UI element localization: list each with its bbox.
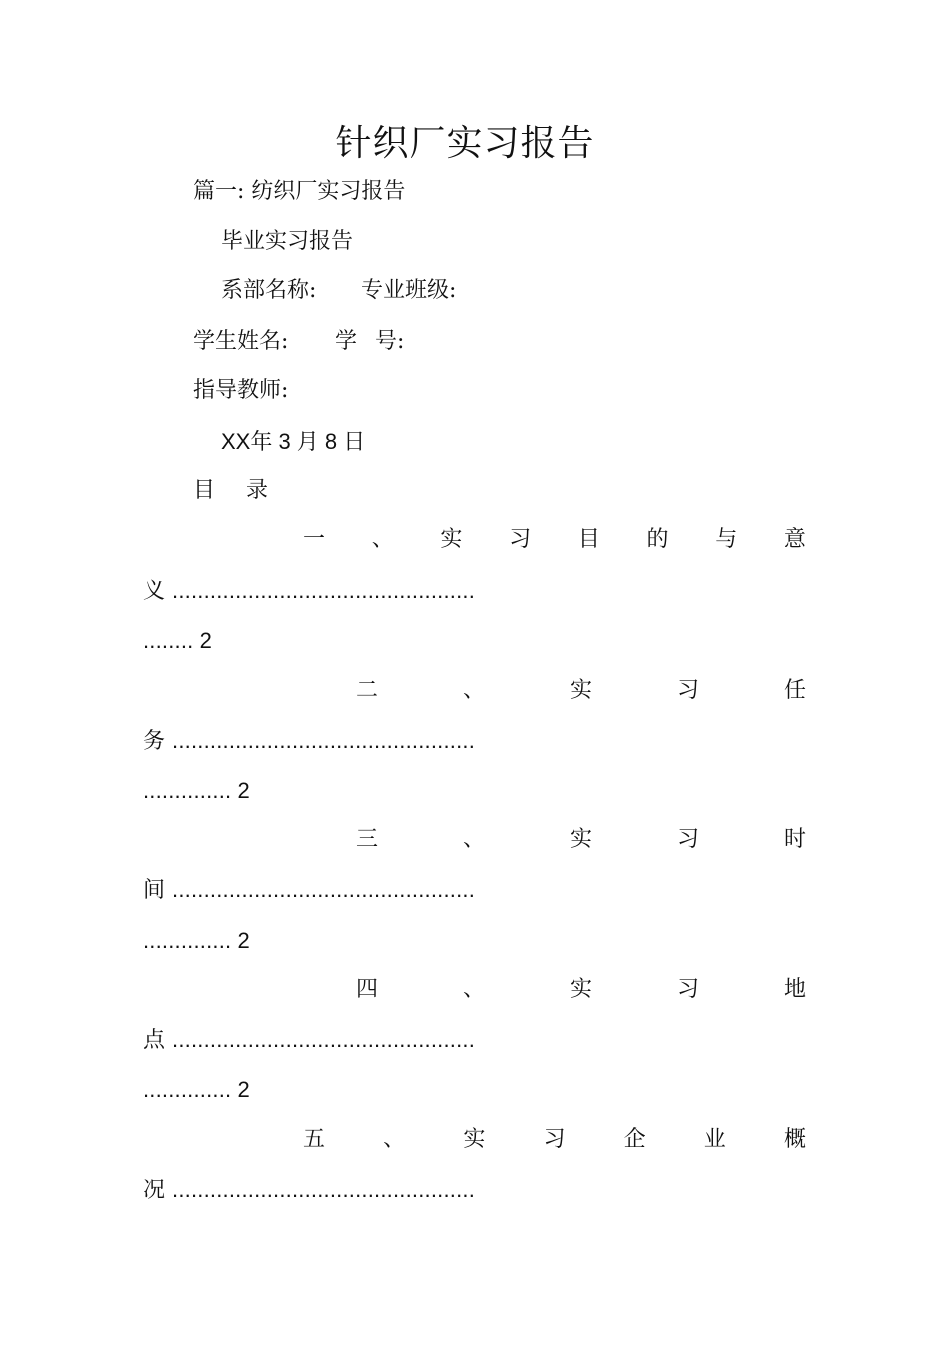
toc-char: 习 — [509, 527, 532, 552]
toc-entry-3-title — [356, 825, 806, 855]
toc-char: 实 — [463, 1127, 486, 1152]
toc-char: 的 — [646, 527, 669, 552]
toc-wrap-char: 点 — [143, 1028, 166, 1053]
toc-leader-dots: ................................................ — [172, 728, 476, 753]
toc-char: 实 — [440, 527, 463, 552]
toc-entry-5-wrap — [143, 1175, 475, 1206]
toc-char: 五 — [303, 1127, 326, 1152]
toc-wrap-char: 况 — [143, 1178, 166, 1203]
toc-entry-4-title — [356, 975, 806, 1005]
dept-label: 系部名称: — [221, 278, 317, 303]
document-title: 针织厂实习报告 — [335, 123, 595, 164]
toc-char: 二 — [356, 678, 379, 703]
toc-char: 习 — [676, 977, 699, 1002]
toc-entry-2-title — [356, 676, 806, 706]
toc-char: 与 — [715, 527, 738, 552]
toc-page-number: 2 — [237, 778, 250, 803]
toc-char: 三 — [356, 827, 379, 852]
toc-page-number: 2 — [199, 628, 212, 653]
toc-leader-dots: .............. — [143, 1077, 232, 1102]
toc-char: 、 — [383, 1127, 406, 1152]
toc-leader-dots: ................................................ — [172, 578, 476, 603]
toc-entry-2-page-line — [143, 776, 250, 806]
id-label-second: 号: — [375, 329, 405, 354]
toc-entry-2-wrap — [143, 726, 475, 757]
toc-entry-1-wrap — [143, 576, 475, 607]
toc-char: 习 — [676, 678, 699, 703]
toc-leader-dots: ................................................ — [172, 877, 476, 902]
toc-leader-dots: ................................................ — [172, 1027, 476, 1052]
toc-char: 业 — [703, 1127, 726, 1152]
toc-page-number: 2 — [237, 928, 250, 953]
toc-entry-1-title — [303, 525, 806, 555]
toc-char: 、 — [462, 827, 485, 852]
toc-char: 习 — [676, 827, 699, 852]
toc-wrap-char: 义 — [143, 579, 166, 604]
toc-char: 实 — [569, 827, 592, 852]
toc-char: 时 — [783, 827, 806, 852]
toc-char: 任 — [783, 678, 806, 703]
toc-char: 、 — [462, 977, 485, 1002]
toc-char: 地 — [783, 977, 806, 1002]
toc-page-number: 2 — [237, 1077, 250, 1102]
toc-wrap-char: 务 — [143, 729, 166, 754]
toc-entry-3-wrap — [143, 875, 475, 906]
toc-char: 习 — [543, 1127, 566, 1152]
id-label-first: 学 — [335, 329, 358, 354]
toc-leader-dots: ........ — [143, 628, 194, 653]
toc-char: 四 — [356, 977, 379, 1002]
toc-leader-dots: .............. — [143, 928, 232, 953]
toc-char: 、 — [462, 678, 485, 703]
toc-char: 目 — [577, 527, 600, 552]
student-label: 学生姓名: — [193, 329, 289, 354]
toc-entry-1-page-line — [143, 626, 212, 656]
report-type: 毕业实习报告 — [221, 229, 354, 254]
toc-char: 实 — [569, 678, 592, 703]
toc-leader-dots: .............. — [143, 778, 232, 803]
toc-char: 企 — [623, 1127, 646, 1152]
toc-heading-first: 目 — [193, 478, 216, 503]
major-label: 专业班级: — [361, 278, 457, 303]
advisor-label: 指导教师: — [193, 378, 289, 403]
report-date: XX年 3 月 8 日 — [221, 429, 366, 454]
toc-entry-3-page-line — [143, 926, 250, 956]
toc-entry-4-page-line — [143, 1075, 250, 1105]
toc-heading-second: 录 — [246, 478, 269, 503]
toc-leader-dots: ................................................ — [172, 1177, 476, 1202]
toc-char: 、 — [371, 527, 394, 552]
article-heading: 篇一: 纺织厂实习报告 — [193, 179, 406, 204]
toc-char: 一 — [303, 527, 326, 552]
toc-wrap-char: 间 — [143, 878, 166, 903]
toc-char: 意 — [783, 527, 806, 552]
toc-char: 概 — [783, 1127, 806, 1152]
toc-entry-4-wrap — [143, 1025, 475, 1056]
toc-entry-5-title — [303, 1125, 806, 1155]
toc-char: 实 — [569, 977, 592, 1002]
